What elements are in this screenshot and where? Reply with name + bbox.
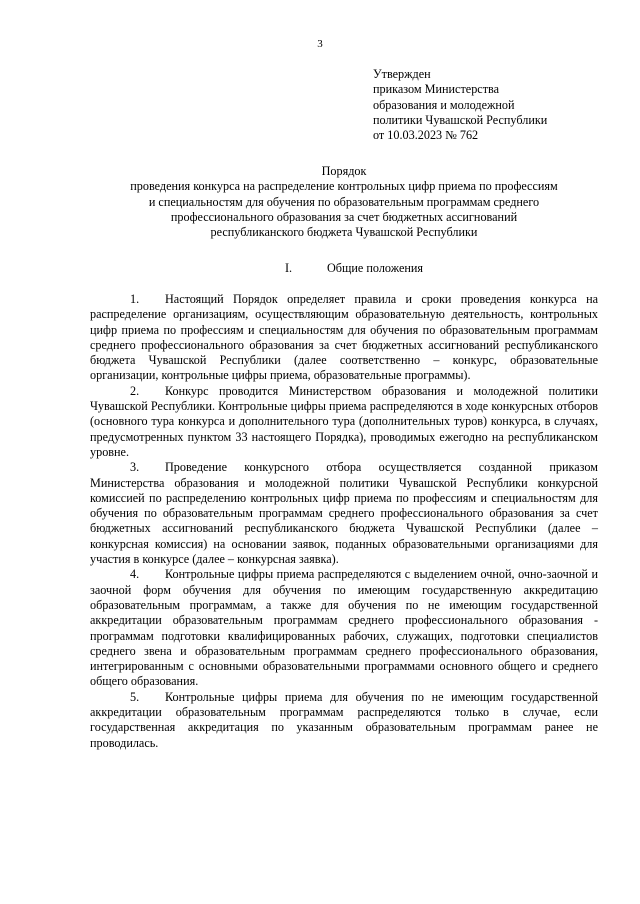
section-title: Общие положения [327, 261, 424, 275]
paragraph-text: Контрольные цифры приема распределяются с выделением очной, очно-заочной и заочной форм обучения для обучения по имеющим государственную аккредитацию образовательным программам, а также для обучения по не имеющим государственной аккредитации образовательным программам среднего профессионального образования - программам подготовки квалифицированных рабочих, служащих, подготовки специалистов среднего звена и образовательным программам среднего профессионального образования, интегрированным с основными образовательными программами основного общего и среднего общего образования. [90, 567, 598, 689]
title-line: профессионального образования за счет бюджетных ассигнований [170, 209, 518, 224]
paragraph [90, 460, 598, 567]
paragraph-number: 4. [130, 567, 140, 582]
title-line: республиканского бюджета Чувашской Республики [210, 225, 478, 240]
section-number: I. [285, 261, 293, 275]
approval-line: приказом Министерства [373, 82, 500, 97]
paragraph-number: 1. [130, 292, 140, 306]
paragraph-text: Настоящий Порядок определяет правила и сроки проведения конкурса на распределение организациям, осуществляющим образовательную деятельность, контрольных цифр приема по профессиям и специальностям для обучения по образовательным программам среднего профессионального образования за счет бюджетных ассигнований республиканского бюджета Чувашской Республики (далее соответственно – конкурс, образовательные организации, контрольные цифры приема, образовательные программы). [90, 292, 598, 383]
approval-stamp [373, 67, 623, 143]
approval-line: политики Чувашской Республики [373, 112, 548, 127]
title-line: и специальностям для обучения по образовательным программам среднего [148, 194, 540, 209]
paragraph [90, 567, 598, 689]
document-body [90, 292, 598, 751]
paragraph-text: Конкурс проводится Министерством образования и молодежной политики Чувашской Республики. Контрольные цифры приема распределяются в ходе конкурсных отборов (основного тура конкурса и дополнительного тура (дополнительных туров) конкурса, в случаях, предусмотренных пунктом 33 настоящего Порядка), проводимых ежегодно на республиканском уровне. [90, 383, 598, 459]
title-line: проведения конкурса на распределение контрольных цифр приема по профессиям [130, 179, 558, 194]
paragraph-text: Проведение конкурсного отбора осуществляется созданной приказом Министерства образования и молодежной политики Чувашской Республики конкурсной комиссией по распределению контрольных цифр приема по профессиям и специальностям для обучения по образовательным программам среднего профессионального образования за счет бюджетных ассигнований республиканского бюджета Чувашской Республики (далее – конкурсная комиссия) на основании заявок, поданных образовательными организациями для участия в конкурсе (далее – конкурсная заявка). [90, 460, 598, 567]
paragraph-text: Контрольные цифры приема для обучения по не имеющим государственной аккредитации образовательным программам распределяются только в случае, если государственная аккредитация по указанным образовательным программам ранее не проводилась. [90, 689, 598, 750]
paragraph [90, 690, 598, 751]
paragraph [90, 292, 598, 384]
approval-line: от 10.03.2023 № 762 [373, 128, 479, 143]
title-line: Порядок [321, 164, 367, 178]
page-number: 3 [317, 38, 323, 50]
approval-line: Утвержден [373, 67, 431, 81]
paragraph [90, 384, 598, 460]
paragraph-number: 3. [130, 460, 140, 475]
paragraph-number: 2. [130, 383, 140, 398]
paragraph-number: 5. [130, 689, 140, 704]
approval-line: образования и молодежной [373, 97, 515, 112]
document-title [90, 164, 598, 240]
